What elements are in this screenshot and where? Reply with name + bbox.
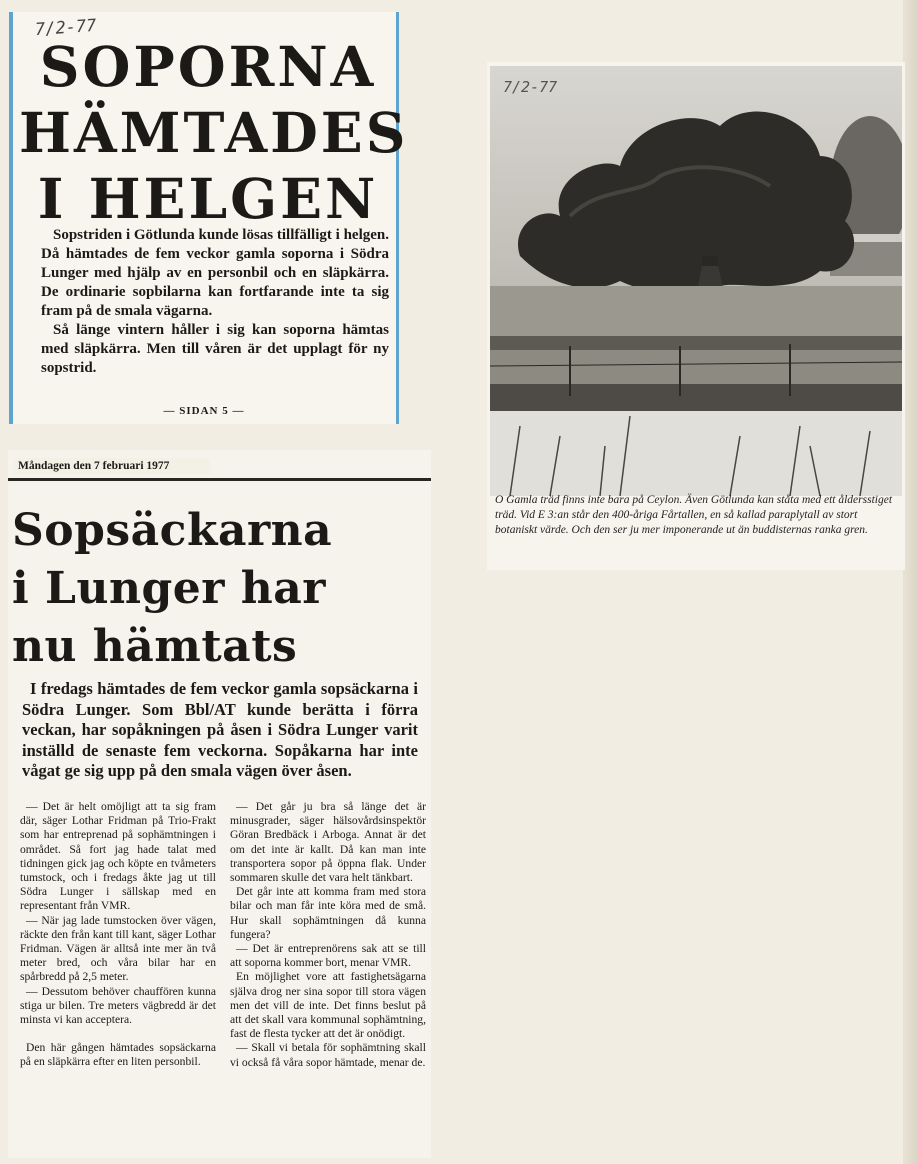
tree-photo	[490, 66, 902, 544]
paragraph: — När jag lade tumstocken över vägen, räckte den från kant till kant, säger Lothar Fridman. Vägen är alltså inte mer än två meter bred, och våra bilar har en spårbredd på 2,5 meter.	[20, 913, 216, 984]
article-lead: I fredags hämtades de fem veckor gamla sopsäckarna i Södra Lunger. Som Bbl/AT kunde berätta i förra veckan, har sopåkningen på åsen i Södra Lunger varit inställd de senaste fem veckorna. Sopåkarna har inte vågat ge sig upp på den smala vägen över åsen.	[22, 679, 418, 780]
paragraph: — Dessutom behöver chauffören kunna stiga ur bilen. Tre meters vägbredd är det minsta vi kan acceptera.	[20, 984, 216, 1027]
headline-line: i Lunger har	[12, 563, 326, 614]
page-reference: — SIDAN 5 —	[163, 405, 245, 417]
headline-line: HÄMTADES	[19, 100, 409, 165]
headline-line: I HELGEN	[37, 166, 379, 231]
paragraph: Den här gången hämtades sopsäckarna på en släpkärra efter en liten personbil.	[20, 1041, 216, 1069]
paragraph: — Det är helt omöjligt att ta sig fram där, säger Lothar Fridman på Trio-Frakt som har entreprenad på sophämtningen i området. Så fort jag hade talat med tidningen gick jag och köpte en tvåmeters tumstock, och i fredags åkte jag ut till Södra Lunger i sällskap med en representant från VMR.	[20, 800, 216, 913]
clipping-soporna	[9, 12, 409, 424]
photo-caption: O Gamla träd finns inte bara på Ceylon. Även Götlunda kan ståta med ett åldersstiget träd. Vid E 3:an står den 400-åriga Fårtallen, en så kallad paraplytall av stort botaniskt värde. Och den ser ju mer imponerande ut än buddisternas ranka gren.	[495, 494, 893, 536]
paragraph: Så länge vintern håller i sig kan soporna hämtas med släpkärra. Men till våren är det upplagt för ny sopstrid.	[41, 322, 389, 376]
headline-soporna	[19, 34, 409, 232]
handwritten-date: 7/2-77	[503, 78, 558, 96]
paragraph: — Det går ju bra så länge det är minusgrader, säger hälsovårdsinspektör Göran Bredbäck i Arboga. Annat är det om det inte är kallt. Då kan man inte transportera sopor på öppna flak. Under sommaren skulle det vara helt tänkbart.	[230, 800, 426, 885]
paragraph: Sopstriden i Götlunda kunde lösas tillfälligt i helgen. Då hämtades de fem veckor gamla soporna i Södra Lunger med hjälp av en personbil och en släpkärra. De ordinarie sopbilarna kan fortfarande inte ta sig fram på de smala vägarna.	[41, 227, 389, 319]
clipping-sopsackarna	[8, 450, 431, 1158]
paragraph: Det går inte att komma fram med stora bilar och man får inte köra med de små. Hur skall sophämtningen då kunna fungera?	[230, 885, 426, 941]
headline-line: SOPORNA	[39, 34, 377, 99]
clipping-tree-photo	[487, 62, 905, 570]
headline-sopsackarna	[12, 502, 422, 676]
article-column-1	[20, 800, 216, 1070]
article-body	[41, 226, 389, 378]
headline-line: nu hämtats	[12, 621, 298, 672]
paragraph: — Det är entreprenörens sak att se till att soporna kommer bort, menar VMR.	[230, 942, 426, 970]
paragraph: En möjlighet vore att fastighetsägarna själva drog ner sina sopor till stora vägen men det vill de inte. Det finns beslut på att det skall vara kommunal sophämtning, fast de flesta tycker att det är onödigt.	[230, 970, 426, 1041]
handwritten-date: 7/2-77	[34, 15, 98, 41]
article-column-2	[230, 800, 426, 1070]
page-edge	[903, 0, 917, 1164]
rule-divider	[8, 478, 431, 481]
paragraph: — Skall vi betala för sophämtning skall vi också få våra sopor hämtade, menar de.	[230, 1041, 426, 1069]
dateline: Måndagen den 7 februari 1977	[14, 458, 210, 474]
headline-line: Sopsäckarna	[12, 505, 333, 556]
